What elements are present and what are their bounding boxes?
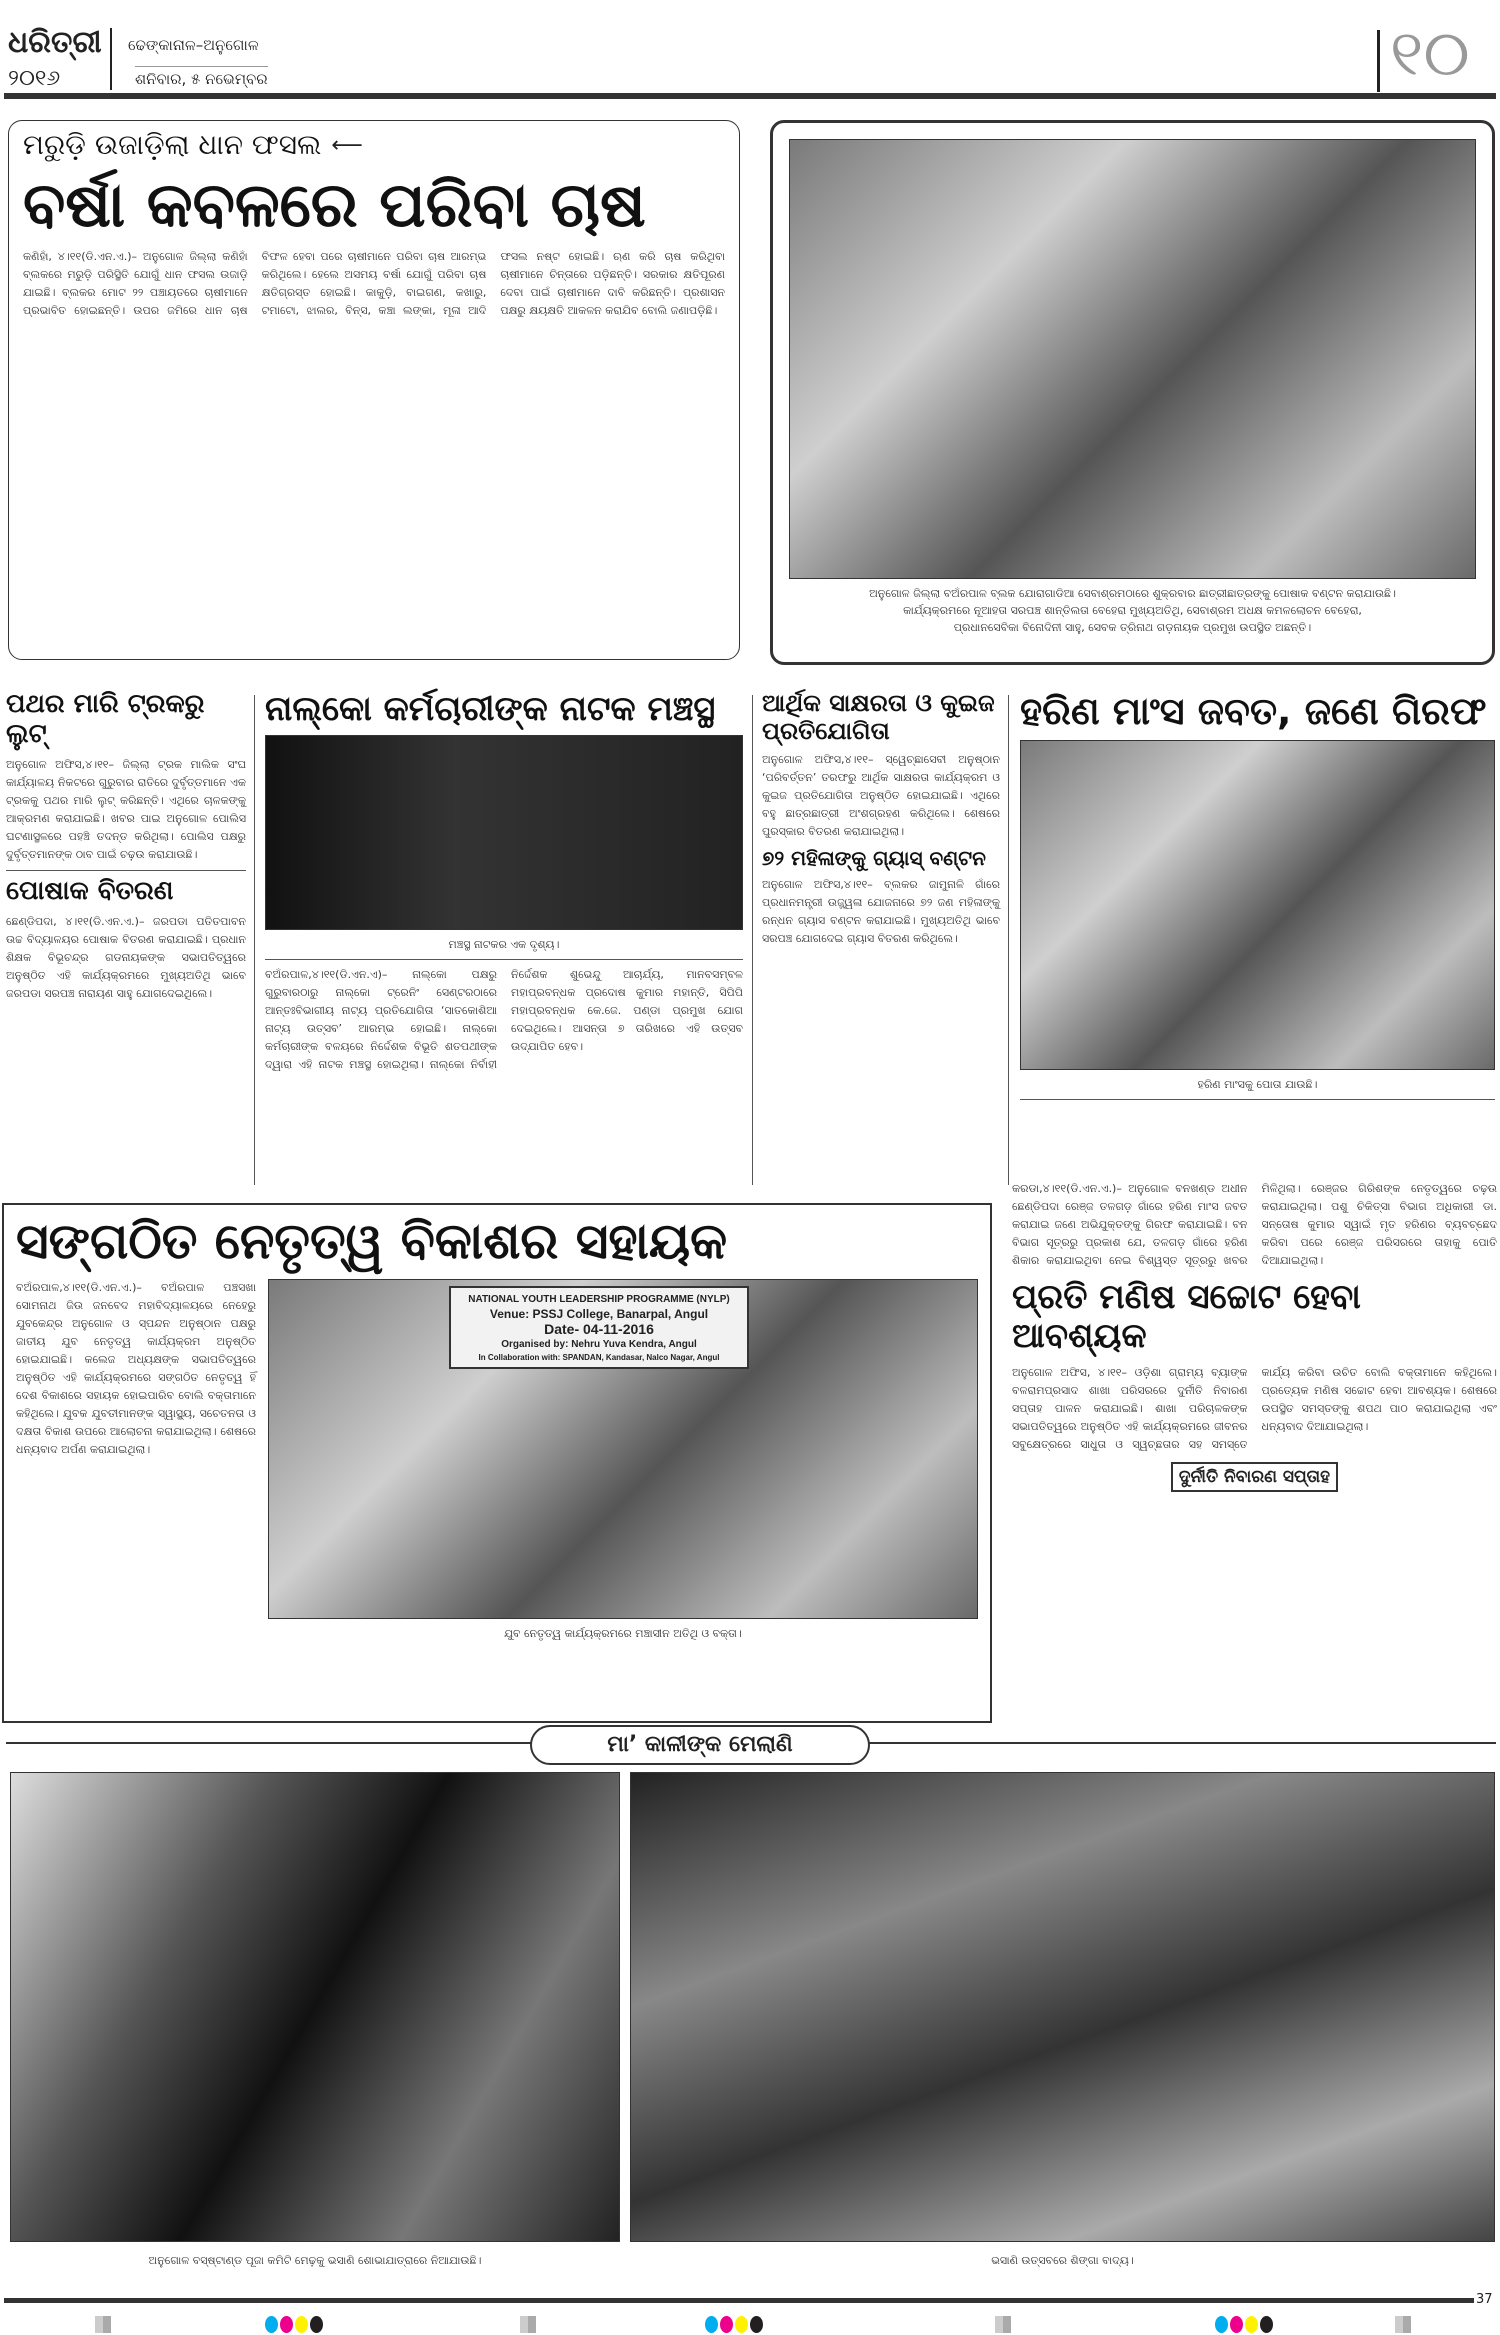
cyan-ink-dot <box>1215 2316 1228 2333</box>
lead-kicker-row <box>23 129 725 161</box>
dress-body: ଛେଣ୍ଡିପଦା, ୪।୧୧(ଡି.ଏନ.ଏ.)– ଜରପଡା ପତିତପାବନ ଉଚ୍ଚ ବିଦ୍ୟାଳୟର ପୋଷାକ ବିତରଣ କରାଯାଇଛି। ପ୍ରଧାନ ଶିକ୍ଷକ ବିଭୂଚନ୍ଦ୍ର ଗଡନାୟକଙ୍କ ସଭାପତିତ୍ୱରେ ଅନୁଷ୍ଠିତ ଏହି କାର୍ଯ୍ୟକ୍ରମରେ ମୁଖ୍ୟଅତିଥି ଭାବେ ଜରପଡା ସରପଞ୍ଚ ନାରାୟଣ ସାହୁ ଯୋଗଦେଇଥିଲେ। <box>6 914 246 1000</box>
footer-rule <box>4 2298 1474 2303</box>
photo-caption <box>789 585 1476 636</box>
banner-title: NATIONAL YOUTH LEADERSHIP PROGRAMME (NYLP) <box>468 1293 730 1305</box>
page-number: ୧୦ <box>1390 17 1470 91</box>
magenta-ink-dot <box>1230 2316 1243 2333</box>
divider <box>254 695 255 1185</box>
inset-box: ଦୁର୍ନୀତି ନିବାରଣ ସପ୍ତାହ <box>1171 1462 1338 1492</box>
divider <box>265 959 743 960</box>
masthead-year: ୨୦୧୬ <box>8 66 61 91</box>
leadership-box <box>2 1203 992 1723</box>
gray-patch <box>95 2316 111 2333</box>
gray-patch <box>1395 2316 1411 2333</box>
loot-headline: ପଥର ମାରି ଟ୍ରକରୁ ଲୁଟ୍ <box>6 689 205 749</box>
honesty-headline: ପ୍ରତି ମଣିଷ ସଚ୍ଚୋଟ ହେବା ଆବଶ୍ୟକ <box>1012 1277 1361 1357</box>
divider <box>1377 30 1380 92</box>
photo-dress-distribution <box>789 139 1476 579</box>
column-right <box>1012 1180 1497 1492</box>
edition-name: ଢେଙ୍କାନାଳ–ଅନୁଗୋଳ <box>128 36 259 54</box>
leadership-body: ବଅଁରପାଳ,୪।୧୧(ଡି.ଏନ.ଏ.)– ବଅଁରପାଳ ପଞ୍ଚସଖା ସୋମନାଥ ଜିଉ ଜନବେଦ ମହାବିଦ୍ୟାଳୟରେ ନେହେରୁ ଯୁବକେନ୍ଦ୍ର ଅନୁଗୋଳ ଓ ସ୍ପନ୍ଦନ ଅନୁଷ୍ଠାନ ପକ୍ଷରୁ ଜାତୀୟ ଯୁବ ନେତୃତ୍ୱ କାର୍ଯ୍ୟକ୍ରମ ଅନୁଷ୍ଠିତ ହୋଇଯାଇଛି। କଲେଜ ଅଧ୍ୟକ୍ଷଙ୍କ ସଭାପତିତ୍ୱରେ ଅନୁଷ୍ଠିତ ଏହି କାର୍ଯ୍ୟକ୍ରମରେ ସଙ୍ଗଠିତ ନେତୃତ୍ୱ ହିଁ ଦେଶ ବିକାଶରେ ସହାୟକ ହୋଇପାରିବ ବୋଲି ବକ୍ତାମାନେ କହିଥିଲେ। ଯୁବକ ଯୁବତୀମାନଙ୍କ ସ୍ୱାସ୍ଥ୍ୟ, ସଚେତନତା ଓ ଦକ୍ଷତା ବିକାଶ ଉପରେ ଆଲୋଚନା କରାଯାଇଥିଲା। ଶେଷରେ ଧନ୍ୟବାଦ ଅର୍ପଣ କରାଯାଇଥିଲା। <box>16 1280 256 1456</box>
caption-line: ଅନୁଗୋଳ ଜିଲ୍ଲା ବଅଁରପାଳ ବ୍ଲକ ଯୋରାଗାଡିଆ ସେବାଶ୍ରମଠାରେ ଶୁକ୍ରବାର ଛାତ୍ରୀଛାତ୍ରଙ୍କୁ ପୋଷାକ ବଣ୍ଟନ କରାଯାଉଛି। <box>869 587 1396 600</box>
nalco-body: ବଅଁରପାଳ,୪।୧୧(ଡି.ଏନ.ଏ)– ନାଲ୍କୋ ପକ୍ଷରୁ ଗୁରୁବାରଠାରୁ ନାଲ୍କୋ ଟ୍ରେନିଂ ସେଣ୍ଟରଠାରେ ଆନ୍ତଃବିଭାଗୀୟ ନାଟ୍ୟ ପ୍ରତିଯୋଗିତା ‘ସାତକୋଶିଆ ନାଟ୍ୟ ଉତ୍ସବ’ ଆରମ୍ଭ ହୋଇଛି। ନାଲ୍କୋ କର୍ମଚାରୀଙ୍କ ବଳୟରେ ନିର୍ଦ୍ଦେଶକ ବିଭୂତି ଶତପଥୀଙ୍କ ଦ୍ୱାରା ଏହି ନାଟକ ମଞ୍ଚସ୍ଥ ହୋଇଥିଲା। ନାଲ୍କୋ ନିର୍ବାହୀ ନିର୍ଦ୍ଦେଶକ ଶୁଭେନ୍ଦୁ ଆଚାର୍ଯ୍ୟ, ମାନବସମ୍ବଳ ମହାପ୍ରବନ୍ଧକ ପ୍ରଦୋଷ କୁମାର ମହାନ୍ତି, ସିପିପି ମହାପ୍ରବନ୍ଧକ କେ.ଜେ. ପଣ୍ଡା ପ୍ରମୁଖ ଯୋଗ ଦେଇଥିଲେ। ଆସନ୍ତା ୭ ତାରିଖରେ ଏହି ଉତ୍ସବ ଉଦ୍‌ଯାପିତ ହେବ। <box>265 968 743 1072</box>
quiz-body: ଅନୁଗୋଳ ଅଫିସ,୪।୧୧– ସ୍ୱେଚ୍ଛାସେବୀ ଅନୁଷ୍ଠାନ ‘ପରିବର୍ତ୍ତନ’ ତରଫରୁ ଆର୍ଥିକ ସାକ୍ଷରତା କାର୍ଯ୍ୟକ୍ରମ ଓ କୁଇଜ ପ୍ରତିଯୋଗିତା ଅନୁଷ୍ଠିତ ହୋଇଯାଇଛି। ଏଥିରେ ବହୁ ଛାତ୍ରଛାତ୍ରୀ ଅଂଶଗ୍ରହଣ କରିଥିଲେ। ଶେଷରେ ପୁରସ୍କାର ବିତରଣ କରାଯାଇଥିଲା। <box>762 753 1000 839</box>
column-3 <box>762 690 1000 948</box>
deer-body: କରଡା,୪।୧୧(ଡି.ଏନ.ଏ.)– ଅନୁଗୋଳ ବନଖଣ୍ଡ ଅଧୀନ ଛେଣ୍ଡିପଦା ରେଞ୍ଜ ତଳଗଡ଼ ଗାଁରେ ହରିଣ ମାଂସ ଜବତ କରାଯାଇ ଜଣେ ଅଭିଯୁକ୍ତଙ୍କୁ ଗିରଫ କରାଯାଇଛି। ବନ ବିଭାଗ ସୂତ୍ରରୁ ପ୍ରକାଶ ଯେ, ତଳଗଡ଼ ଗାଁରେ ହରିଣ ଶିକାର କରାଯାଇଥିବା ନେଇ ବିଶ୍ୱସ୍ତ ସୂତ୍ରରୁ ଖବର ମିଳିଥିଲା। ରେଞ୍ଜର ଗିରିଶଙ୍କ ନେତୃତ୍ୱରେ ଚଢ଼ଉ କରାଯାଇଥିଲା। ପଶୁ ଚିକିତ୍ସା ବିଭାଗ ଅଧିକାରୀ ଡା. ସନ୍ତୋଷ କୁମାର ସ୍ୱାଇଁ ମୃତ ହରିଣର ବ୍ୟବଚ୍ଛେଦ କରିବା ପରେ ରେଞ୍ଜ ପରିସରରେ ତାହାକୁ ପୋତି ଦିଆଯାଇଥିଲା। <box>1012 1182 1497 1267</box>
programme-banner <box>449 1286 749 1369</box>
black-ink-dot <box>1260 2316 1273 2333</box>
leadership-caption: ଯୁବ ନେତୃତ୍ୱ କାର୍ଯ୍ୟକ୍ରମରେ ମଞ୍ଚାସୀନ ଅତିଥି ଓ ବକ୍ତା। <box>504 1626 742 1640</box>
divider <box>110 28 112 90</box>
kali-caption-left: ଅନୁଗୋଳ ବସ୍‌ଷ୍ଟାଣ୍ଡ ପୂଜା କମିଟି ମେଢ଼କୁ ଭସାଣି ଶୋଭାଯାତ୍ରାରେ ନିଆଯାଉଛି। <box>148 2254 482 2267</box>
leadership-headline: ସଙ୍ଗଠିତ ନେତୃତ୍ୱ ବିକାଶର ସହାୟକ <box>16 1212 728 1270</box>
banner-collab: In Collaboration with: SPANDAN, Kandasar, Nalco Nagar, Angul <box>478 1352 720 1362</box>
yellow-ink-dot <box>735 2316 748 2333</box>
caption-line: ପ୍ରଧାନସେବିକା ବିନୋଦିନୀ ସାହୁ, ସେବକ ତ୍ରିନାଥ ଗଡ଼ନାୟକ ପ୍ରମୁଖ ଉପସ୍ଥିତ ଅଛନ୍ତି। <box>953 621 1312 634</box>
photo-box <box>770 120 1495 665</box>
black-ink-dot <box>750 2316 763 2333</box>
column-4 <box>1020 690 1495 1100</box>
gray-patch <box>520 2316 536 2333</box>
arrow-icon: ⟵ <box>331 132 363 158</box>
edition-date: ଶନିବାର, ୫ ନଭେମ୍ବର <box>135 66 268 88</box>
column-1 <box>6 690 246 1003</box>
divider <box>1020 1099 1495 1100</box>
cyan-ink-dot <box>265 2316 278 2333</box>
folio: 37 <box>1476 2292 1493 2307</box>
banner-date: Date- 04-11-2016 <box>544 1320 654 1337</box>
honesty-body: ଅନୁଗୋଳ ଅଫିସ, ୪।୧୧– ଓଡ଼ିଶା ଗ୍ରାମ୍ୟ ବ୍ୟାଙ୍କ ବଳରାମପ୍ରସାଦ ଶାଖା ପରିସରରେ ଦୁର୍ନୀତି ନିବାରଣ ସପ୍ତାହ ପାଳନ କରାଯାଇଛି। ଶାଖା ପରିଚାଳକଙ୍କ ସଭାପତିତ୍ୱରେ ଅନୁଷ୍ଠିତ ଏହି କାର୍ଯ୍ୟକ୍ରମରେ ଜୀବନର ସବୁକ୍ଷେତ୍ରରେ ସାଧୁତା ଓ ସ୍ୱଚ୍ଛତାର ସହ ସମସ୍ତେ କାର୍ଯ୍ୟ କରିବା ଉଚିତ ବୋଲି ବକ୍ତାମାନେ କହିଥିଲେ। ପ୍ରତ୍ୟେକ ମଣିଷ ସଚ୍ଚୋଟ ହେବା ଆବଶ୍ୟକ। ଶେଷରେ ଉପସ୍ଥିତ ସମସ୍ତଙ୍କୁ ଶପଥ ପାଠ କରାଯାଇଥିଲା ଏବଂ ଧନ୍ୟବାଦ ଦିଆଯାଇଥିଲା। <box>1012 1366 1497 1452</box>
yellow-ink-dot <box>1245 2316 1258 2333</box>
caption-line: କାର୍ଯ୍ୟକ୍ରମରେ ନୂଆହତା ସରପଞ୍ଚ ଶାନ୍ତିଲତା ବେହେରା ମୁଖ୍ୟଅତିଥି, ସେବାଶ୍ରମ ଅଧକ୍ଷ କମଳଲୋଚନ ବେହେରା, <box>903 604 1362 617</box>
lead-headline: ବର୍ଷା କବଳରେ ପରିବା ଚାଷ <box>23 168 646 242</box>
nalco-headline: ନାଲ୍କୋ କର୍ମଚାରୀଙ୍କ ନାଟକ ମଞ୍ଚସ୍ଥ <box>265 689 716 729</box>
deer-headline: ହରିଣ ମାଂସ ଜବତ, ଜଣେ ଗିରଫ <box>1020 689 1487 733</box>
section-banner: ମା’ କାଳୀଙ୍କ ମେଲାଣି <box>530 1725 870 1765</box>
kali-caption-right: ଭସାଣି ଉତ୍ସବରେ ଶିଙ୍ଗା ବାଦ୍ୟ। <box>991 2254 1134 2267</box>
lead-story-box <box>8 120 740 660</box>
divider <box>6 870 246 871</box>
lead-body: କଣିହାଁ, ୪।୧୧(ଡି.ଏନ.ଏ.)– ଅନୁଗୋଳ ଜିଲ୍ଲା କଣିହାଁ ବ୍ଲକରେ ମରୁଡ଼ି ପରିସ୍ଥିତି ଯୋଗୁଁ ଧାନ ଫସଲ ଉଜାଡ଼ି ଯାଇଛି। ବ୍ଲକର ମୋଟ ୨୨ ପଞ୍ଚାୟତରେ ଚାଷୀମାନେ ପ୍ରଭାବିତ ହୋଇଛନ୍ତି। ଉପର ଜମିରେ ଧାନ ଚାଷ ବିଫଳ ହେବା ପରେ ଚାଷୀମାନେ ପରିବା ଚାଷ ଆରମ୍ଭ କରିଥିଲେ। ହେଲେ ଅସମୟ ବର୍ଷା ଯୋଗୁଁ ପରିବା ଚାଷ କ୍ଷତିଗ୍ରସ୍ତ ହୋଇଛି। କାକୁଡ଼ି, ବାଇଗଣ, କଖାରୁ, ଟମାଟୋ, ଝାଲର, ବିନ୍ସ, କଞ୍ଚା ଲଙ୍କା, ମୂଳା ଆଦି ଫସଲ ନଷ୍ଟ ହୋଇଛି। ଋଣ କରି ଚାଷ କରିଥିବା ଚାଷୀମାନେ ଚିନ୍ତାରେ ପଡ଼ିଛନ୍ତି। ସରକାର କ୍ଷତିପୂରଣ ଦେବା ପାଇଁ ଚାଷୀମାନେ ଦାବି କରିଛନ୍ତି। ପ୍ରଶାସନ ପକ୍ଷରୁ କ୍ଷୟକ୍ଷତି ଆକଳନ କରାଯିବ ବୋଲି ଜଣାପଡ଼ିଛି। <box>23 250 725 318</box>
leadership-photo-wrap <box>268 1279 978 1642</box>
lead-kicker: ମରୁଡ଼ି ଉଜାଡ଼ିଲା ଧାନ ଫସଲ <box>23 128 322 161</box>
photo-drama-stage <box>265 735 743 930</box>
photo-drum-procession <box>630 1772 1495 2242</box>
banner-venue: Venue: PSSJ College, Banarpal, Angul <box>489 1306 709 1321</box>
photo-leadership-programme <box>268 1279 978 1619</box>
yellow-ink-dot <box>295 2316 308 2333</box>
magenta-ink-dot <box>280 2316 293 2333</box>
deer-caption: ହରିଣ ମାଂସକୁ ପୋତା ଯାଉଛି। <box>1197 1077 1318 1091</box>
masthead-logo: ଧରିତ୍ରୀ <box>8 25 102 60</box>
gray-patch <box>995 2316 1011 2333</box>
divider <box>1008 695 1009 1185</box>
photo-deer-meat-burial <box>1020 740 1495 1070</box>
dress-headline: ପୋଷାକ ବିତରଣ <box>6 875 174 906</box>
leadership-content <box>16 1279 978 1642</box>
header-rule <box>4 93 1496 99</box>
divider <box>752 695 753 1185</box>
photo-kali-idol <box>10 1772 620 2242</box>
loot-body: ଅନୁଗୋଳ ଅଫିସ,୪।୧୧– ଜିଲ୍ଲା ଟ୍ରକ ମାଲିକ ସଂଘ କାର୍ଯ୍ୟାଳୟ ନିକଟରେ ଗୁରୁବାର ରାତିରେ ଦୁର୍ବୃତ୍ତମାନେ ଏକ ଟ୍ରକକୁ ପଥର ମାରି ଲୁଟ୍ କରିଛନ୍ତି। ଏଥିରେ ଚାଳକଙ୍କୁ ଆକ୍ରମଣ କରାଯାଇଛି। ଖବର ପାଇ ଅନୁଗୋଳ ପୋଲିସ ଘଟଣାସ୍ଥଳରେ ପହଞ୍ଚି ତଦନ୍ତ କରିଥିଲା। ପୋଲିସ ପକ୍ଷରୁ ଦୁର୍ବୃତ୍ତମାନଙ୍କ ଠାବ ପାଇଁ ଚଢ଼ଉ କରାଯାଉଛି। <box>6 757 246 861</box>
banner-organiser: Organised by: Nehru Yuva Kendra, Angul <box>501 1338 697 1350</box>
gas-body: ଅନୁଗୋଳ ଅଫିସ,୪।୧୧– ବ୍ଲକର ଜାମୁନାଳି ଗାଁରେ ପ୍ରଧାନମନ୍ତ୍ରୀ ଉଜ୍ଜ୍ୱଳା ଯୋଜନାରେ ୭୨ ଜଣ ମହିଳାଙ୍କୁ ରନ୍ଧନ ଗ୍ୟାସ ବଣ୍ଟନ କରାଯାଇଛି। ମୁଖ୍ୟଅତିଥି ଭାବେ ସରପଞ୍ଚ ଯୋଗଦେଇ ଗ୍ୟାସ ବିତରଣ କରିଥିଲେ। <box>762 878 1000 946</box>
cyan-ink-dot <box>705 2316 718 2333</box>
black-ink-dot <box>310 2316 323 2333</box>
gas-headline: ୭୨ ମହିଳାଙ୍କୁ ଗ୍ୟାସ୍ ବଣ୍ଟନ <box>762 846 986 871</box>
magenta-ink-dot <box>720 2316 733 2333</box>
quiz-headline: ଆର୍ଥିକ ସାକ୍ଷରତା ଓ କୁଇଜ ପ୍ରତିଯୋଗିତା <box>762 689 995 745</box>
column-2 <box>265 690 743 1074</box>
nalco-caption: ମଞ୍ଚସ୍ଥ ନାଟକର ଏକ ଦୃଶ୍ୟ। <box>448 938 560 952</box>
